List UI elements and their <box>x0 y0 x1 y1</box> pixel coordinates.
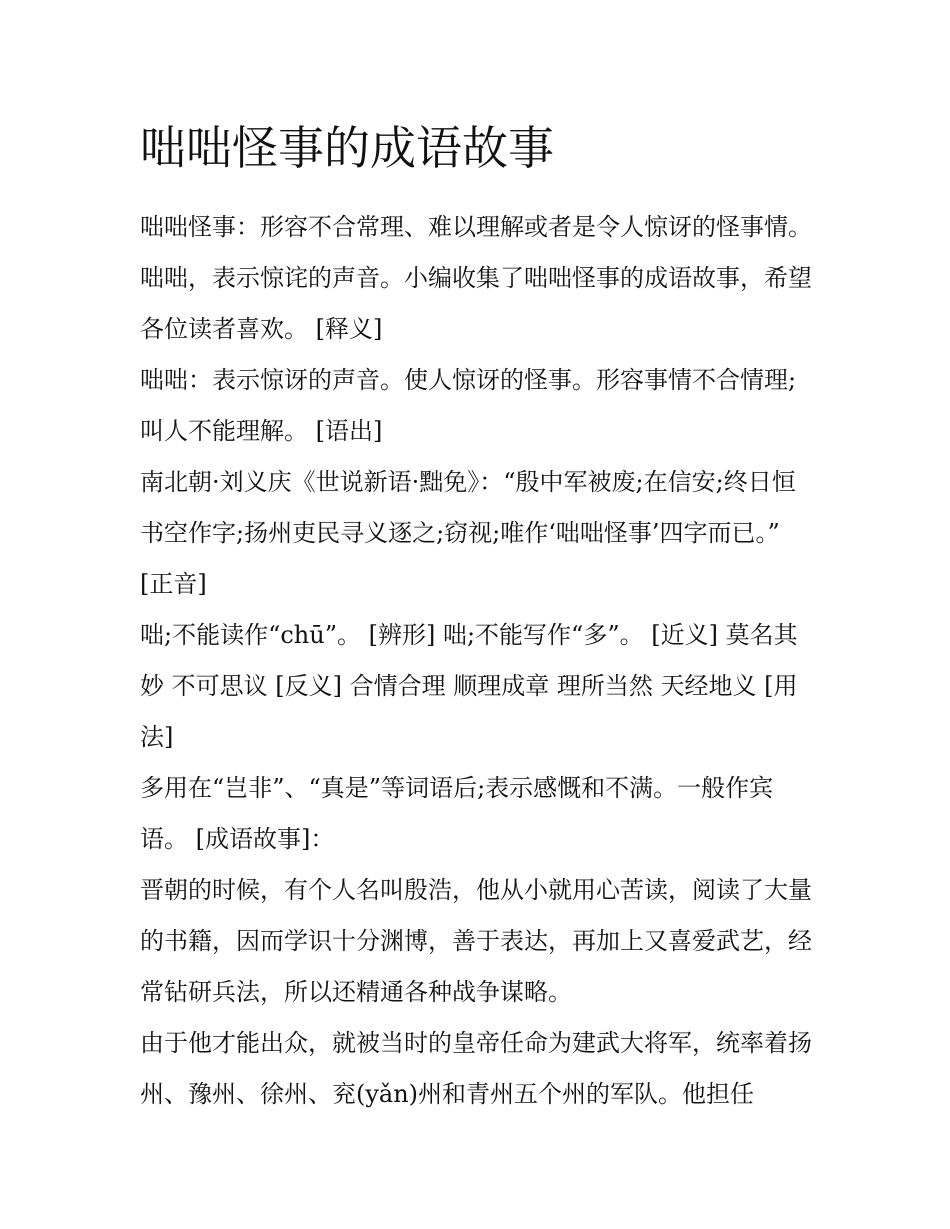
document-title: 咄咄怪事的成语故事 <box>140 121 554 175</box>
paragraph-pronunciation: 咄;不能读作“chū”。 [辨形] 咄;不能写作“多”。 [近义] 莫名其妙 不可思议 [反义] 合情合理 顺理成章 理所当然 天经地义 [用法] <box>140 621 798 751</box>
paragraph-source: 南北朝·刘义庆《世说新语·黜免》：“殷中军被废;在信安;终日恒书空作字;扬州吏民寻义逐之;窃视;唯作‘咄咄怪事’四字而已。” [正音] <box>140 468 796 598</box>
paragraph-intro: 咄咄怪事：形容不合常理、难以理解或者是令人惊讶的怪事情。咄咄，表示惊诧的声音。小编收集了咄咄怪事的成语故事，希望各位读者喜欢。 [释义] <box>140 213 812 343</box>
document-page <box>140 118 818 1120</box>
paragraph-story-2: 由于他才能出众，就被当时的皇帝任命为建武大将军，统率着扬州、豫州、徐州、兖(yǎn)州和青州五个州的军队。他担任 <box>140 1029 812 1108</box>
paragraph-usage: 多用在“岂非”、“真是”等词语后;表示感慨和不满。一般作宾语。 [成语故事]： <box>140 774 774 853</box>
paragraph-definition: 咄咄：表示惊讶的声音。使人惊讶的怪事。形容事情不合情理;叫人不能理解。 [语出] <box>140 366 797 445</box>
paragraph-story-1: 晋朝的时候，有个人名叫殷浩，他从小就用心苦读，阅读了大量的书籍，因而学识十分渊博，善于表达，再加上又喜爱武艺，经常钻研兵法，所以还精通各种战争谋略。 <box>140 876 812 1006</box>
